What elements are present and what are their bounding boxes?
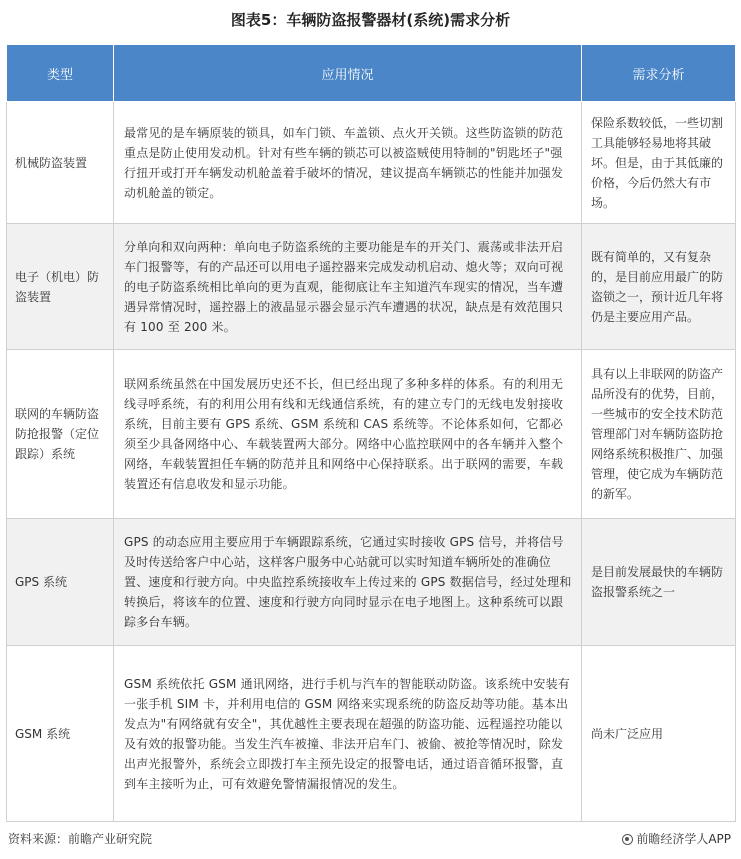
cell-type: GSM 系统 <box>7 646 114 822</box>
brand-footer <box>622 830 731 848</box>
table-row <box>7 519 736 646</box>
table-row <box>7 350 736 519</box>
table-row <box>7 224 736 350</box>
cell-demand: 既有简单的，又有复杂的，是目前应用最广的防盗锁之一，预计近几年将仍是主要应用产品。 <box>582 224 736 350</box>
brand-logo-icon <box>622 834 633 845</box>
table-row <box>7 102 736 224</box>
cell-application: GPS 的动态应用主要应用于车辆跟踪系统，它通过实时接收 GPS 信号，并将信号及时传送给客户中心站，这样客户服务中心站就可以实时知道车辆所处的准确位置、速度和行驶方向。中央监控系统接收车上传过来的 GPS 数据信号，经过处理和转换后，将该车的位置、速度和行驶方向同时显示在电子地图上。这种系统可以跟踪多台车辆。 <box>114 519 582 646</box>
cell-demand: 尚未广泛应用 <box>582 646 736 822</box>
cell-application: 分单向和双向两种：单向电子防盗系统的主要功能是车的开关门、震荡或非法开启车门报警等，有的产品还可以用电子遥控器来完成发动机启动、熄火等；双向可视的电子防盗系统相比单向的更为直观，能彻底让车主知道汽车现实的情况，当车遭遇异常情况时，遥控器上的液晶显示器会显示汽车遭遇的状况，缺点是有效范围只有 100 至 200 米。 <box>114 224 582 350</box>
source-note: 资料来源：前瞻产业研究院 <box>8 832 153 846</box>
header-application: 应用情况 <box>114 45 582 102</box>
cell-type: 机械防盗装置 <box>7 102 114 224</box>
header-row <box>7 45 736 102</box>
cell-demand: 保险系数较低，一些切割工具能够轻易地将其破坏。但是，由于其低廉的价格，今后仍然大有市场。 <box>582 102 736 224</box>
header-type: 类型 <box>7 45 114 102</box>
header-demand: 需求分析 <box>582 45 736 102</box>
cell-type: 联网的车辆防盗防抢报警（定位跟踪）系统 <box>7 350 114 519</box>
chart-title: 图表5：车辆防盗报警器材(系统)需求分析 <box>230 11 511 29</box>
cell-demand: 是目前发展最快的车辆防盗报警系统之一 <box>582 519 736 646</box>
brand-name: 前瞻经济学人APP <box>636 832 731 846</box>
cell-application: 联网系统虽然在中国发展历史还不长，但已经出现了多种多样的体系。有的利用无线寻呼系统，有的利用公用有线和无线通信系统，有的建立专门的无线电发射接收系统，目前主要有 GPS 系统、GSM 系统和 CAS 系统等。不论体系如何，它都必须至少具备网络中心、车载装置两大部分。网络中心监控联网中的各车辆并入整个网络，车载装置担任车辆的防范并且和网络中心保持联系。出于联网的需要，车载装置还有信息收发和显示功能。 <box>114 350 582 519</box>
cell-application: GSM 系统依托 GSM 通讯网络，进行手机与汽车的智能联动防盗。该系统中安装有一张手机 SIM 卡，并利用电信的 GSM 网络来实现系统的防盗反劫等功能。基本出发点为"有网络就有安全"，其优越性主要表现在超强的防盗功能、远程遥控功能以及有效的报警功能。当发生汽车被撞、非法开启车门、被偷、被抢等情况时，除发出声光报警外，系统会立即拨打车主预先设定的报警电话，通过语音循环报警，直到车主接听为止，可有效避免警情漏报情况的发生。 <box>114 646 582 822</box>
cell-demand: 具有以上非联网的防盗产品所没有的优势，目前，一些城市的安全技术防范管理部门对车辆防盗防抢网络系统积极推广、加强管理，使它成为车辆防范的新军。 <box>582 350 736 519</box>
cell-type: GPS 系统 <box>7 519 114 646</box>
table-row <box>7 646 736 822</box>
demand-table <box>6 44 736 822</box>
cell-type: 电子（机电）防盗装置 <box>7 224 114 350</box>
cell-application: 最常见的是车辆原装的锁具，如车门锁、车盖锁、点火开关锁。这些防盗锁的防范重点是防止使用发动机。针对有些车辆的锁芯可以被盗贼使用特制的"钥匙坯子"强行扭开或打开车辆发动机舱盖着手破坏的情况，建议提高车辆锁芯的性能并加强发动机舱盖的锁定。 <box>114 102 582 224</box>
